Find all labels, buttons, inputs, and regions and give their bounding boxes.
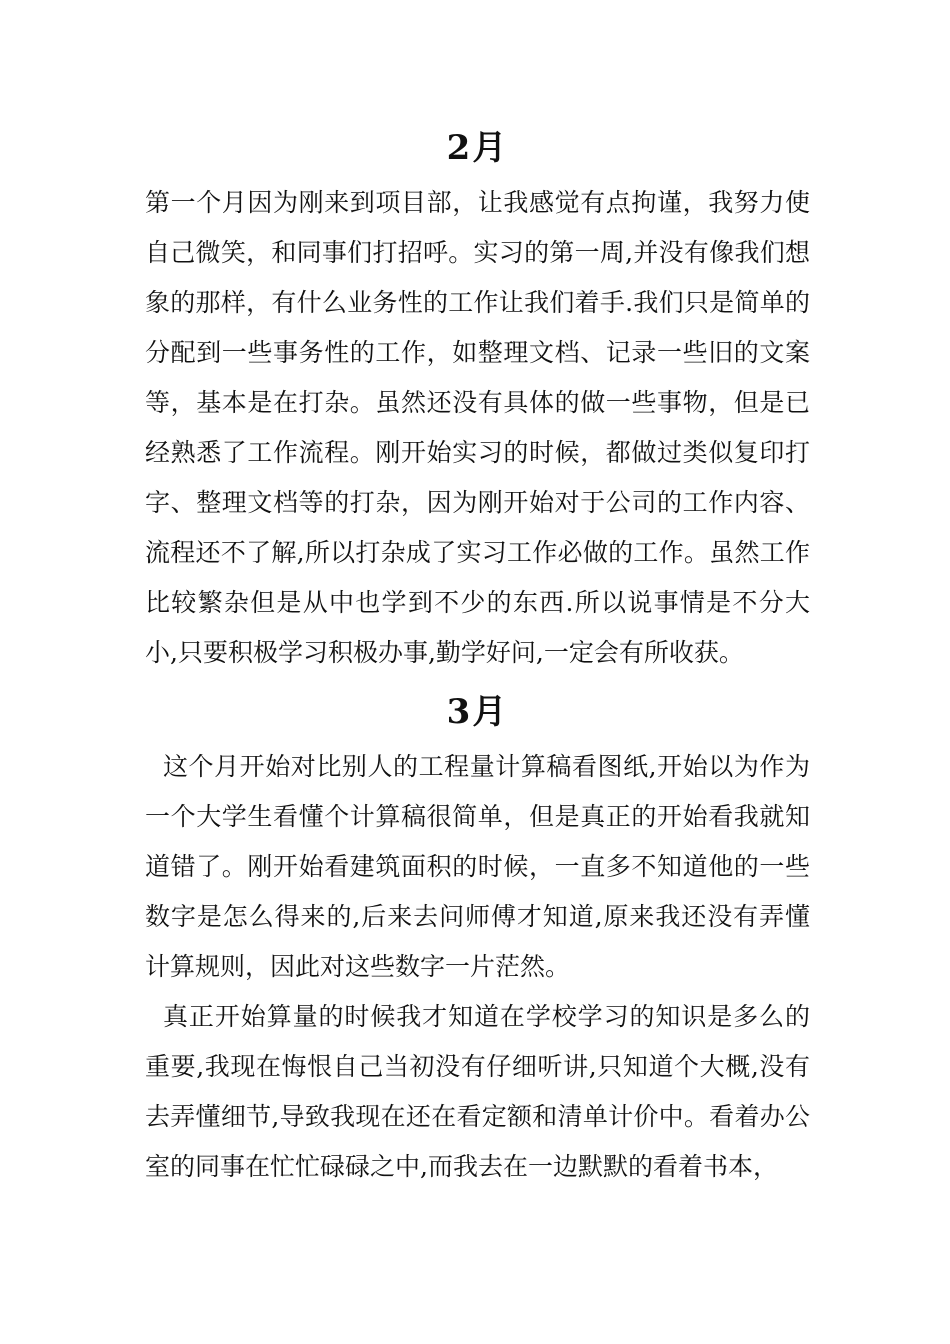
paragraph-march-2: 真正开始算量的时候我才知道在学校学习的知识是多么的重要,我现在悔恨自己当初没有仔细听讲,只知道个大概,没有去弄懂细节,导致我现在还在看定额和清单计价中。看着办公室的同事在忙忙碌碌之中,而我去在一边默默的看着书本， bbox=[145, 1002, 810, 1181]
section-heading-february: 2月 bbox=[446, 128, 509, 168]
paragraph-february: 第一个月因为刚来到项目部，让我感觉有点拘谨，我努力使自己微笑，和同事们打招呼。实习的第一周,并没有像我们想象的那样，有什么业务性的工作让我们着手.我们只是简单的分配到一些事务性的工作，如整理文档、记录一些旧的文案等，基本是在打杂。虽然还没有具体的做一些事物，但是已经熟悉了工作流程。刚开始实习的时候，都做过类似复印打字、整理文档等的打杂，因为刚开始对于公司的工作内容、流程还不了解,所以打杂成了实习工作必做的工作。虽然工作比较繁杂但是从中也学到不少的东西.所以说事情是不分大小,只要积极学习积极办事,勤学好问,一定会有所收获。 bbox=[145, 188, 810, 667]
paragraph-march-1: 这个月开始对比别人的工程量计算稿看图纸,开始以为作为一个大学生看懂个计算稿很简单，但是真正的开始看我就知道错了。刚开始看建筑面积的时候，一直多不知道他的一些数字是怎么得来的,后来去问师傅才知道,原来我还没有弄懂计算规则，因此对这些数字一片茫然。 bbox=[145, 752, 810, 981]
document-page bbox=[145, 118, 810, 1192]
section-heading-march: 3月 bbox=[446, 692, 509, 732]
